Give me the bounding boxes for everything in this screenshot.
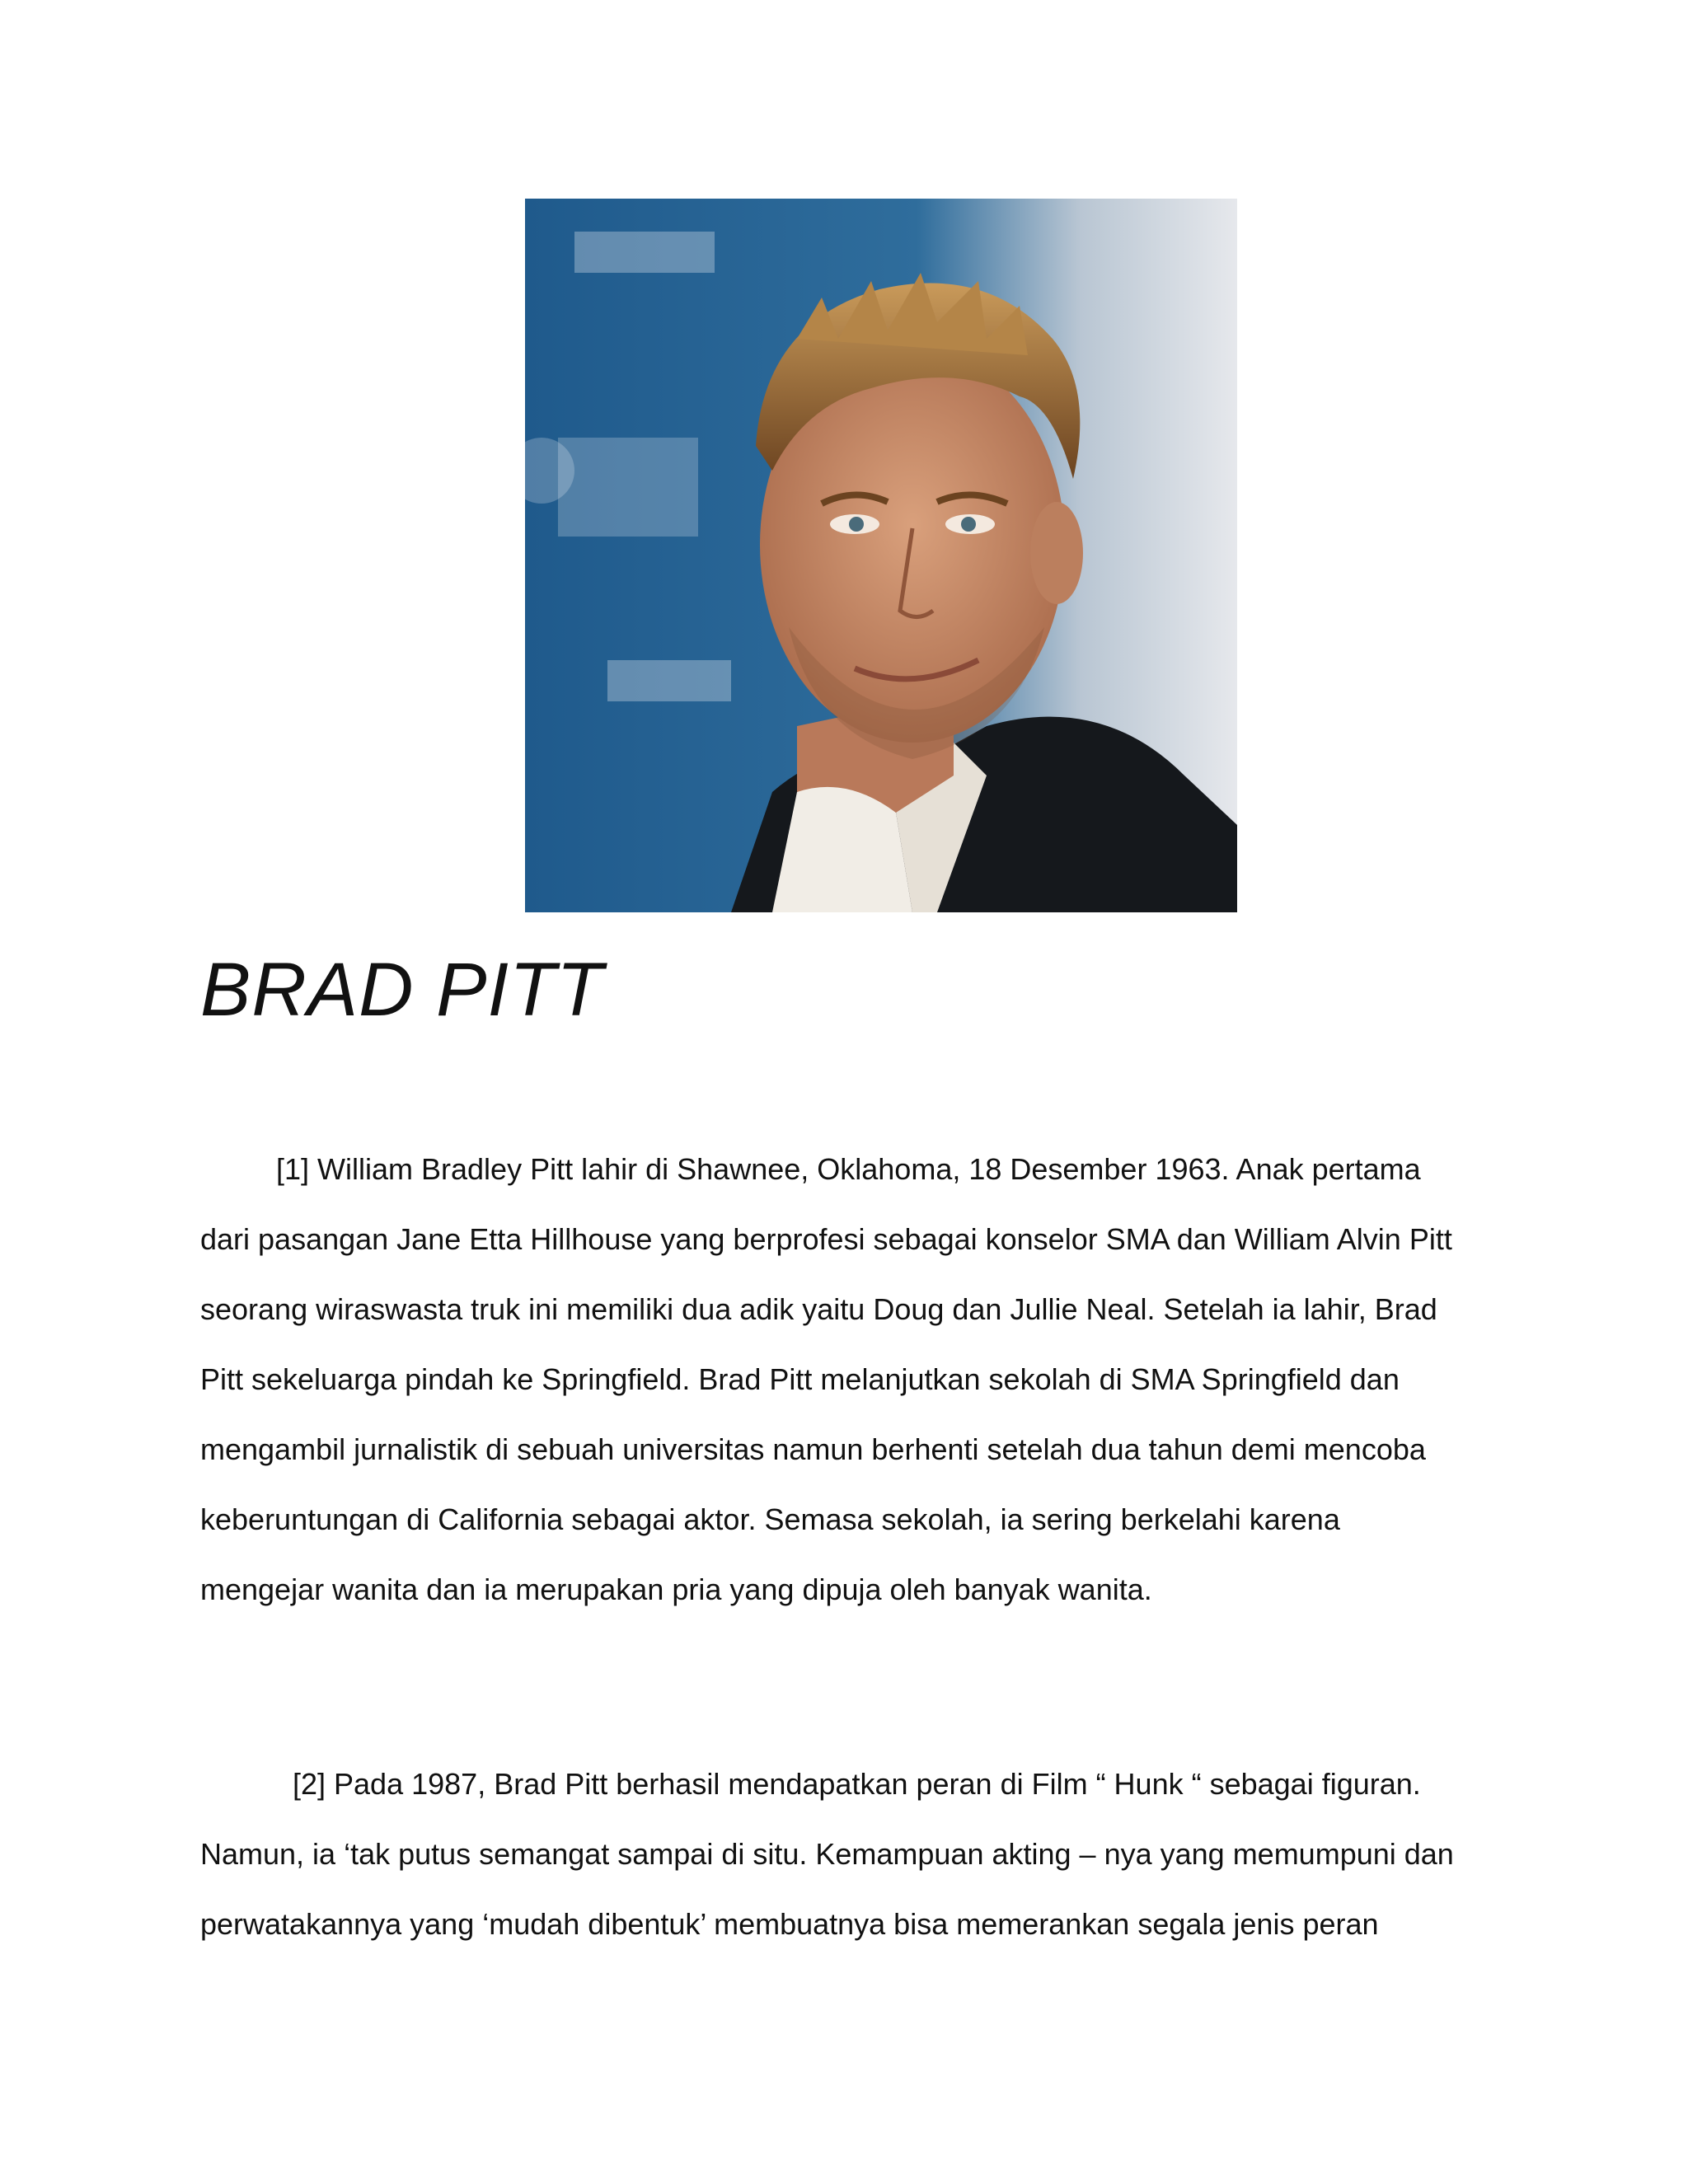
portrait-photo [525, 199, 1237, 912]
paragraph-line: [2] Pada 1987, Brad Pitt berhasil mendapatkan peran di Film “ Hunk “ sebagai figuran. [293, 1767, 1421, 1801]
paragraph-line: Pitt sekeluarga pindah ke Springfield. Brad Pitt melanjutkan sekolah di SMA Springfield dan [200, 1362, 1400, 1396]
paragraph-line: seorang wiraswasta truk ini memiliki dua adik yaitu Doug dan Jullie Neal. Setelah ia lahir, Brad [200, 1292, 1437, 1326]
paragraph-line: Namun, ia ‘tak putus semangat sampai di situ. Kemampuan akting – nya yang memumpuni dan [200, 1837, 1454, 1871]
paragraph-line: [1] William Bradley Pitt lahir di Shawnee, Oklahoma, 18 Desember 1963. Anak pertama [276, 1152, 1421, 1186]
paragraph-line: keberuntungan di California sebagai aktor. Semasa sekolah, ia sering berkelahi karena [200, 1502, 1340, 1536]
paragraph-line: mengejar wanita dan ia merupakan pria yang dipuja oleh banyak wanita. [200, 1572, 1152, 1606]
portrait-illustration [525, 199, 1237, 912]
paragraph-line: dari pasangan Jane Etta Hillhouse yang berprofesi sebagai konselor SMA dan William Alvin Pitt [200, 1222, 1452, 1256]
paragraph-line: mengambil jurnalistik di sebuah universitas namun berhenti setelah dua tahun demi mencoba [200, 1432, 1426, 1466]
paragraph-2 [200, 1749, 1494, 1959]
paragraph-1 [200, 1134, 1494, 1624]
page-title: BRAD PITT [200, 948, 604, 1032]
paragraph-line: perwatakannya yang ‘mudah dibentuk’ membuatnya bisa memerankan segala jenis peran [200, 1907, 1379, 1941]
